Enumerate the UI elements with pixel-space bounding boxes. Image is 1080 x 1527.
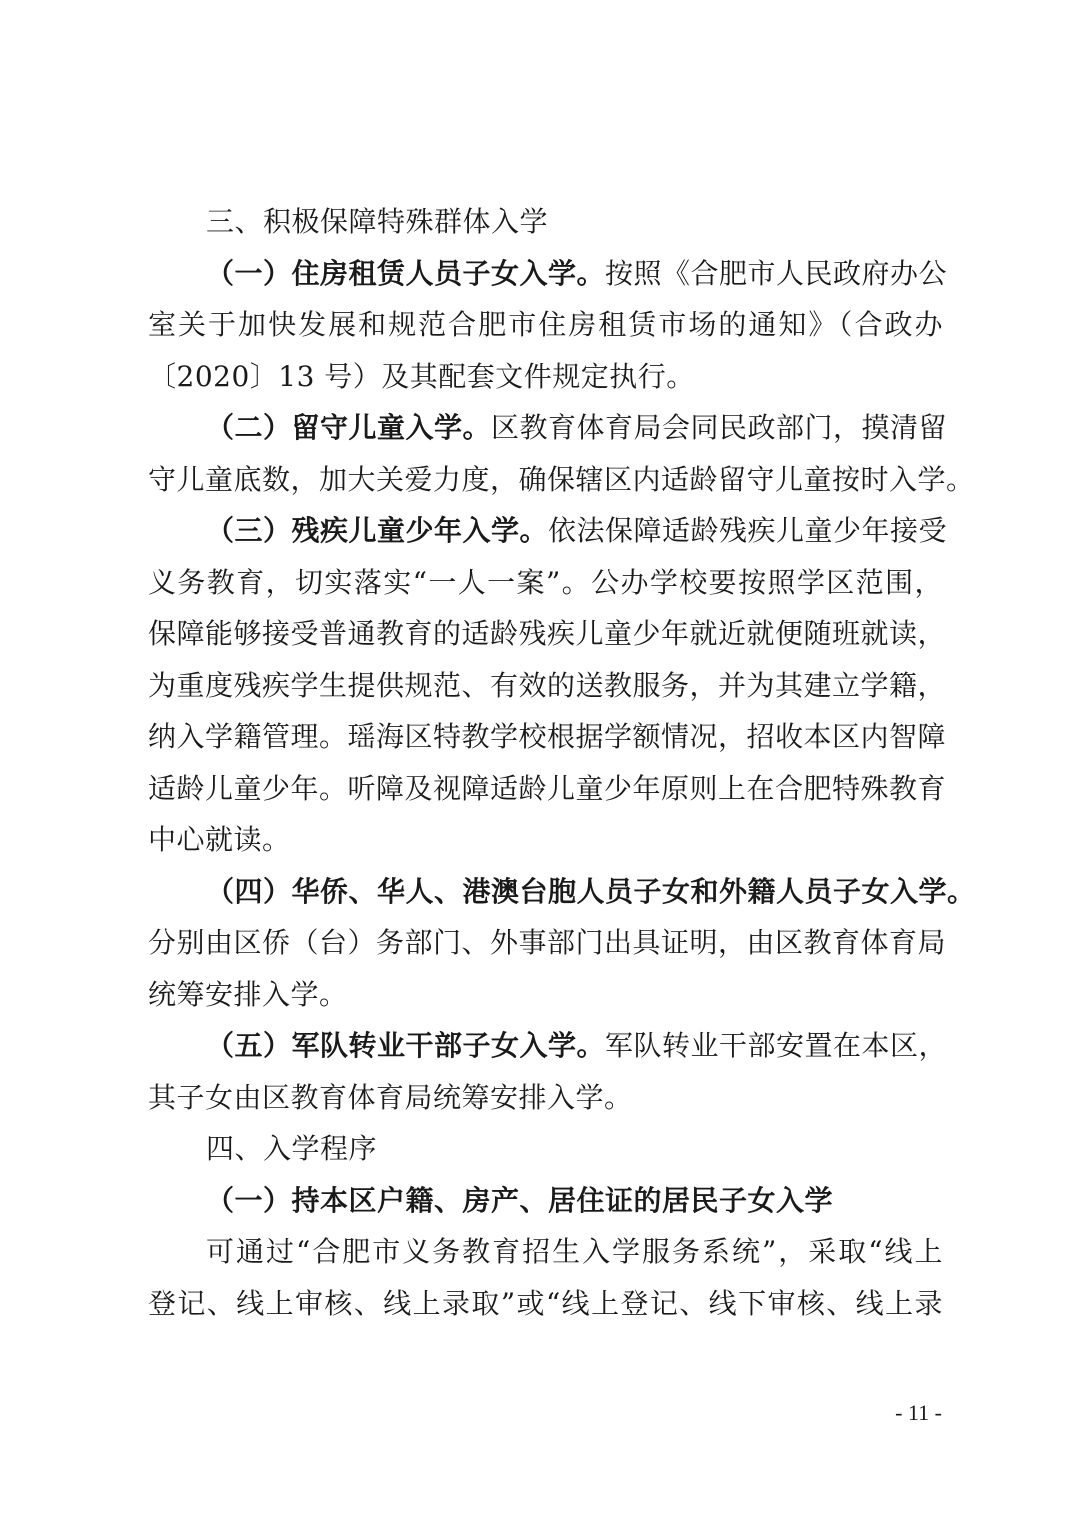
paragraph-item-3-2-line-2: 守儿童底数，加大关爱力度，确保辖区内适龄留守儿童按时入学。 bbox=[148, 462, 975, 496]
paragraph-item-3-2-line-1 bbox=[148, 402, 948, 454]
item-lead: （二）留守儿童入学。 bbox=[206, 411, 492, 444]
document-body bbox=[148, 196, 976, 1329]
item-text: 按照《合肥市人民政府办公 bbox=[605, 256, 948, 290]
item-lead: （一）住房租赁人员子女入学。 bbox=[206, 256, 606, 290]
page-number: - 11 - bbox=[895, 1400, 942, 1425]
paragraph-item-3-1-line-2: 室关于加快发展和规范合肥市住房租赁市场的通知》（合政办 bbox=[148, 308, 943, 341]
paragraph-item-3-3-line-7: 中心就读。 bbox=[148, 823, 291, 856]
paragraph-item-3-3-line-6: 适龄儿童少年。听障及视障适龄儿童少年原则上在合肥特殊教育 bbox=[148, 771, 947, 805]
paragraph-item-3-5-line-1 bbox=[148, 1020, 948, 1072]
paragraph-item-3-1-line-3: 〔2020〕13 号）及其配套文件规定执行。 bbox=[148, 359, 695, 393]
paragraph-item-3-3-line-5: 纳入学籍管理。瑶海区特教学校根据学额情况，招收本区内智障 bbox=[148, 720, 947, 753]
paragraph-item-3-3-line-4: 为重度残疾学生提供规范、有效的送教服务，并为其建立学籍， bbox=[148, 668, 947, 702]
section-heading-3: 三、积极保障特殊群体入学 bbox=[206, 205, 549, 238]
item-text: 区教育体育局会同民政部门，摸清留 bbox=[491, 411, 948, 444]
paragraph-item-3-3-line-2: 义务教育，切实落实“一人一案”。公办学校要按照学区范围， bbox=[148, 565, 943, 599]
item-lead: （一）持本区户籍、房产、居住证的居民子女入学 bbox=[206, 1183, 834, 1217]
paragraph-4-1-body-line-2: 登记、线上审核、线上录取”或“线上登记、线下审核、线上录 bbox=[148, 1286, 943, 1320]
item-lead: （三）残疾儿童少年入学。 bbox=[206, 514, 549, 547]
paragraph-item-3-5-line-2: 其子女由区教育体育局统筹安排入学。 bbox=[148, 1080, 633, 1114]
item-lead: （五）军队转业干部子女入学。 bbox=[206, 1029, 606, 1062]
item-text: 军队转业干部安置在本区， bbox=[605, 1029, 948, 1062]
paragraph-item-3-4-line-3: 统筹安排入学。 bbox=[148, 977, 348, 1011]
paragraph-item-3-1-line-1 bbox=[148, 248, 948, 300]
paragraph-item-3-4-line-1 bbox=[148, 866, 976, 918]
paragraph-item-4-1-line-1 bbox=[148, 1175, 943, 1227]
item-text: 依法保障适龄残疾儿童少年接受 bbox=[548, 514, 948, 547]
section-heading-4: 四、入学程序 bbox=[206, 1132, 378, 1165]
paragraph-item-3-4-line-2: 分别由区侨（台）务部门、外事部门出具证明，由区教育体育局 bbox=[148, 926, 947, 959]
paragraph-4-1-body-line-1: 可通过“合肥市义务教育招生入学服务系统”，采取“线上 bbox=[206, 1235, 943, 1268]
item-lead: （四）华侨、华人、港澳台胞人员子女和外籍人员子女入学。 bbox=[206, 874, 976, 908]
paragraph-item-3-3-line-1 bbox=[148, 505, 948, 557]
paragraph-item-3-3-line-3: 保障能够接受普通教育的适龄残疾儿童少年就近就便随班就读， bbox=[148, 617, 947, 650]
